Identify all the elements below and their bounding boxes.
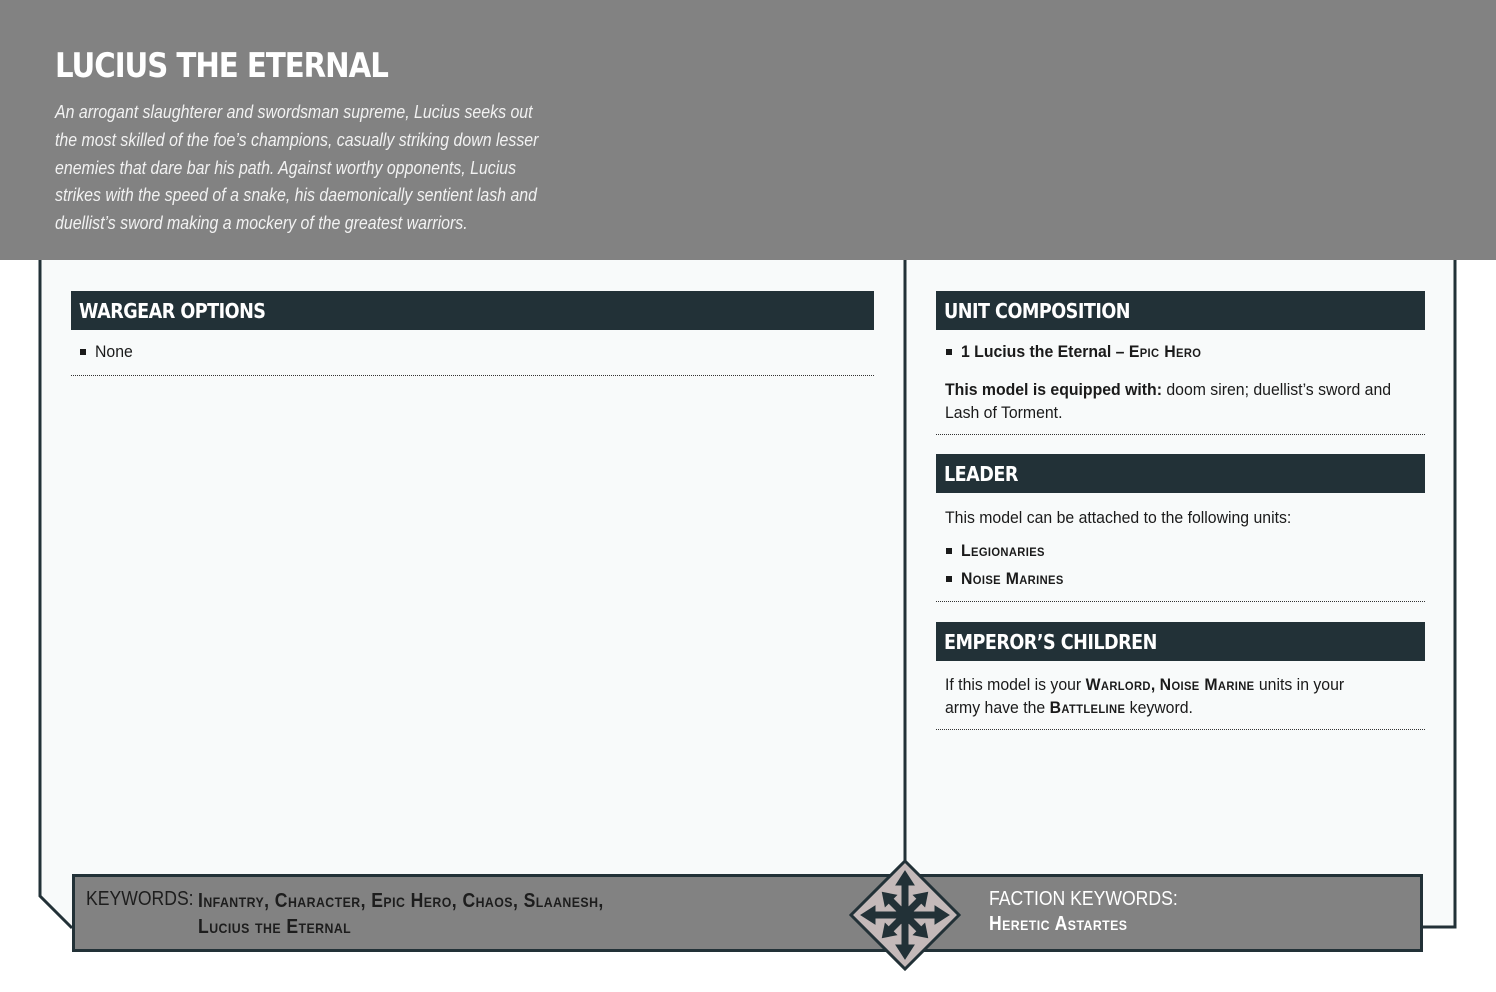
lore-line: enemies that dare bar his path. Against worthy opponents, Lucius [55,156,517,178]
unit-title: LUCIUS THE ETERNAL [55,46,388,86]
unit-composition-header: UNIT COMPOSITION [936,291,1425,330]
divider [936,601,1425,602]
wargear-option-item: None [80,342,136,362]
divider [71,375,874,376]
lore-line: strikes with the speed of a snake, his daemonically sentient lash and [55,184,538,206]
divider [936,729,1425,730]
wargear-options-header: WARGEAR OPTIONS [71,291,874,330]
keywords-label: KEYWORDS: [86,888,194,910]
emperors-children-header: EMPEROR’S CHILDREN [936,622,1425,661]
leader-unit-item: Noise Marines [946,569,1071,589]
equipped-with-text: This model is equipped with: doom siren; duellist’s sword and Lash of Torment. [945,380,1392,422]
bullet-icon [946,548,952,554]
faction-keywords-value: Heretic Astartes [989,913,1128,935]
faction-keywords-label: FACTION KEYWORDS: [989,888,1178,910]
lore-line: An arrogant slaughterer and swordsman supreme, Lucius seeks out [55,101,533,122]
bullet-icon [946,349,952,355]
bullet-icon [80,349,86,355]
leader-unit-item: Legionaries [946,541,1051,561]
bullet-icon [946,576,952,582]
lore-line: the most skilled of the foe’s champions, casually striking down lesser [55,128,539,150]
leader-intro: This model can be attached to the following units: [945,508,1292,527]
emperors-children-text: If this model is your Warlord, Noise Marine units in your army have the Battleline keyword. [945,675,1345,717]
chaos-star-icon [849,859,961,971]
leader-header: LEADER [936,454,1425,493]
keywords-values: Infantry, Character, Epic Hero, Chaos, Slaanesh, Lucius the Eternal [198,890,604,938]
lore-line: duellist’s sword making a mockery of the greatest warriors. [55,212,468,234]
composition-item: 1 Lucius the Eternal – Epic Hero [946,342,1219,362]
divider [936,434,1425,435]
